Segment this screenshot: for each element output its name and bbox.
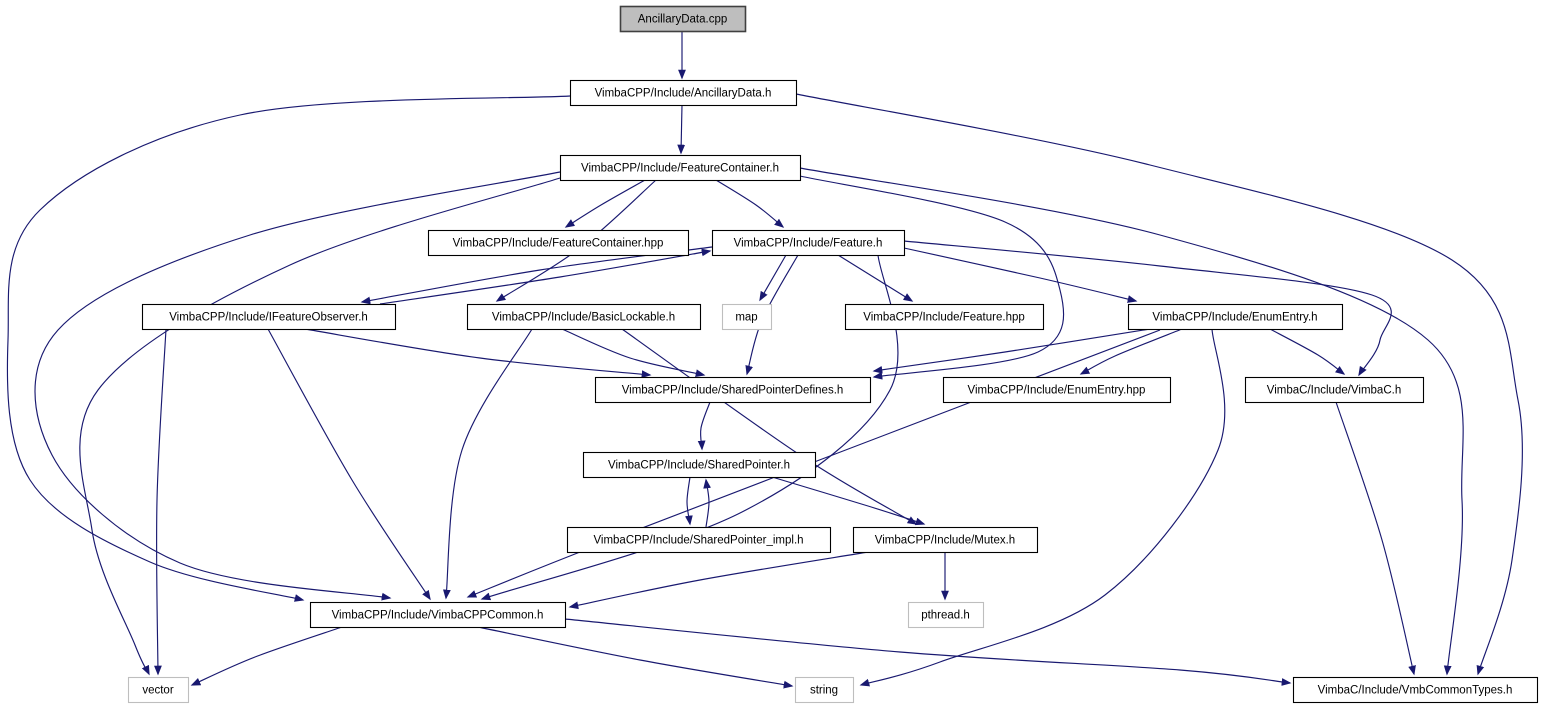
- node-label-ifo: VimbaCPP/Include/IFeatureObserver.h: [169, 311, 368, 324]
- graph-node-vch[interactable]: [1246, 378, 1424, 403]
- edge-adh-vcc: [7, 96, 570, 600]
- edge-eeh-vch: [1270, 329, 1344, 374]
- node-label-spd: VimbaCPP/Include/SharedPointerDefines.h: [621, 384, 844, 397]
- node-label-cpp: AncillaryData.cpp: [637, 13, 728, 26]
- node-label-fch: VimbaCPP/Include/FeatureContainer.h: [581, 162, 779, 175]
- graph-node-vcc[interactable]: [311, 603, 566, 628]
- graph-node-cpp: [621, 7, 746, 32]
- edge-vcc-str: [478, 627, 792, 686]
- graph-node-map: [723, 305, 772, 330]
- node-label-str: string: [809, 684, 839, 697]
- node-label-vmb: VimbaC/Include/VmbCommonTypes.h: [1317, 684, 1513, 697]
- graph-node-fchpp[interactable]: [429, 231, 689, 256]
- graph-node-mtx[interactable]: [854, 528, 1038, 553]
- edge-bl-spd: [562, 329, 704, 375]
- node-label-vec: vector: [142, 684, 174, 697]
- node-label-eehpp: VimbaCPP/Include/EnumEntry.hpp: [967, 384, 1146, 397]
- graph-node-eehpp[interactable]: [944, 378, 1171, 403]
- edge-fh-eeh: [904, 248, 1136, 301]
- edge-sp-mtx: [772, 477, 924, 524]
- node-label-vch: VimbaC/Include/VimbaC.h: [1266, 384, 1402, 397]
- graph-node-fhpp[interactable]: [846, 305, 1044, 330]
- graph-node-fch[interactable]: [561, 156, 801, 181]
- node-label-fh: VimbaCPP/Include/Feature.h: [733, 237, 883, 250]
- node-label-vcc: VimbaCPP/Include/VimbaCPPCommon.h: [331, 609, 544, 622]
- edge-vcc-vmb: [565, 619, 1290, 683]
- node-label-adh: VimbaCPP/Include/AncillaryData.h: [594, 87, 772, 100]
- graph-node-bl[interactable]: [468, 305, 701, 330]
- graph-node-spi[interactable]: [568, 528, 831, 553]
- node-label-fhpp: VimbaCPP/Include/Feature.hpp: [863, 311, 1025, 324]
- graph-node-sp[interactable]: [584, 453, 816, 478]
- edge-fch-fh: [716, 180, 783, 227]
- node-label-map: map: [735, 311, 758, 324]
- graph-node-ifo[interactable]: [143, 305, 396, 330]
- edge-ifo-vec: [157, 329, 166, 674]
- edge-bl-mtx: [622, 329, 916, 524]
- edge-vcc-vec: [192, 627, 342, 685]
- graph-node-vec: [129, 678, 189, 703]
- graph-node-str: [796, 678, 854, 703]
- edge-ifo-spd: [305, 329, 650, 375]
- edge-ifo-fh: [380, 251, 710, 304]
- edge-sp-spi: [687, 477, 690, 524]
- graph-node-fh[interactable]: [713, 231, 905, 256]
- edge-adh-fch: [681, 105, 682, 153]
- node-label-mtx: VimbaCPP/Include/Mutex.h: [874, 534, 1016, 547]
- node-label-sp: VimbaCPP/Include/SharedPointer.h: [608, 459, 790, 472]
- edge-fch-fchpp: [566, 180, 645, 227]
- node-label-bl: VimbaCPP/Include/BasicLockable.h: [491, 311, 676, 324]
- graph-node-pth: [909, 603, 984, 628]
- edge-eeh-eehpp: [1081, 329, 1182, 374]
- edge-vch-vmb: [1336, 402, 1414, 674]
- edge-ifo-vcc: [268, 329, 430, 599]
- edge-mtx-vcc: [570, 552, 868, 607]
- node-label-spi: VimbaCPP/Include/SharedPointer_impl.h: [593, 534, 804, 547]
- graph-node-vmb[interactable]: [1294, 678, 1538, 703]
- edge-spd-sp: [701, 402, 710, 449]
- graph-node-adh[interactable]: [571, 81, 797, 106]
- graph-node-eeh[interactable]: [1129, 305, 1343, 330]
- node-label-pth: pthread.h: [921, 609, 970, 622]
- edge-fh-fhpp: [838, 255, 912, 301]
- node-label-eeh: VimbaCPP/Include/EnumEntry.h: [1152, 311, 1318, 324]
- node-label-fchpp: VimbaCPP/Include/FeatureContainer.hpp: [452, 237, 664, 250]
- edge-fh-map: [760, 255, 786, 300]
- graph-node-spd[interactable]: [596, 378, 871, 403]
- edge-bl-vcc: [446, 329, 532, 598]
